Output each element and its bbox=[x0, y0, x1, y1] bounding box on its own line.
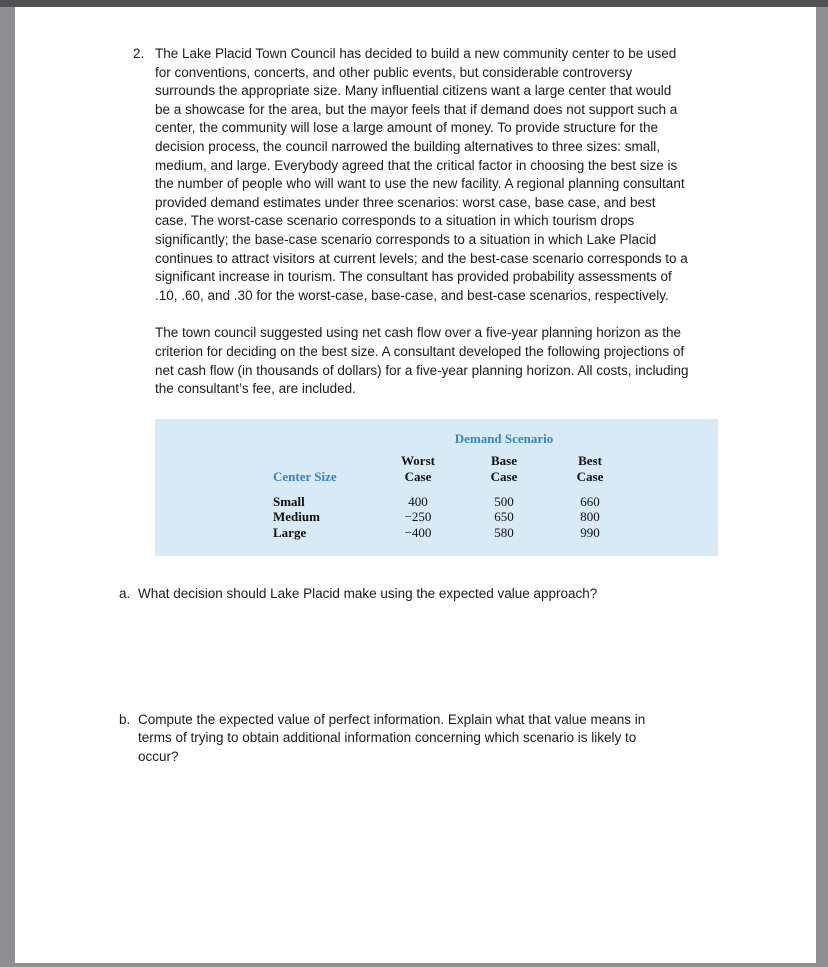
problem-body bbox=[155, 45, 690, 556]
question-a-text: What decision should Lake Placid make using the expected value approach? bbox=[138, 586, 598, 602]
page-content bbox=[15, 7, 816, 767]
col-header-base: Base bbox=[491, 452, 517, 468]
col-header-best: Best bbox=[578, 452, 602, 468]
question-a-label: a. bbox=[119, 586, 131, 602]
payoff-table bbox=[273, 431, 633, 541]
table-row-medium bbox=[273, 509, 633, 525]
problem-paragraph-1: The Lake Placid Town Council has decided to build a new community center to be used for conventions, concerts, and other public events, but considerable controversy surrounds the appropriate size. Many influential citizens want a large center that would be a showcase for the area, but the mayor feels that if demand does not support such a center, the community will lose a large amount of money. To provide structure for the decision process, the council narrowed the building alternatives to three sizes: small, medium, and large. Everybody agreed that the critical factor in choosing the best size is the number of people who will want to use the new facility. A regional planning consultant provided demand estimates under three scenarios: worst case, base case, and best case. The worst-case scenario corresponds to a situation in which tourism drops significantly; the base-case scenario corresponds to a situation in which Lake Placid continues to attract visitors at current levels; and the best-case scenario corresponds to a significant increase in tourism. The consultant has provided probability assessments of .10, .60, and .30 for the worst-case, base-case, and best-case scenarios, respectively. bbox=[155, 46, 688, 303]
row-header-center-size: Center Size bbox=[273, 468, 337, 484]
problem-number: 2. bbox=[133, 46, 145, 61]
problem-paragraph-2: The town council suggested using net cash flow over a five-year planning horizon as the criterion for deciding on the best size. A consultant developed the following projections of net cash flow (in thousands of dollars) for a five-year planning horizon. All costs, including the consultant’s fee, are included. bbox=[155, 325, 689, 397]
col-header-best-case: Case bbox=[576, 468, 604, 484]
table-row-large bbox=[273, 525, 633, 541]
table-colhead-row-2 bbox=[273, 469, 633, 485]
viewer-top-edge bbox=[0, 0, 828, 7]
col-header-worst-case: Case bbox=[404, 468, 432, 484]
cell-value: 990 bbox=[580, 524, 600, 540]
row-label: Medium bbox=[273, 509, 320, 525]
cell-value: 800 bbox=[580, 509, 600, 525]
table-row-small bbox=[273, 485, 633, 510]
cell-value: 500 bbox=[494, 493, 514, 509]
cell-value: −250 bbox=[404, 509, 432, 525]
col-header-base-case: Case bbox=[490, 468, 518, 484]
cell-value: 400 bbox=[408, 493, 428, 509]
table-group-header-row bbox=[273, 431, 633, 453]
row-label: Small bbox=[273, 493, 305, 509]
row-label: Large bbox=[273, 524, 307, 540]
cell-value: −400 bbox=[404, 524, 432, 540]
cell-value: 650 bbox=[494, 509, 514, 525]
table-spacer-cell bbox=[273, 453, 375, 469]
payoff-table-panel bbox=[155, 419, 718, 557]
col-header-worst: Worst bbox=[401, 452, 435, 468]
cell-value: 580 bbox=[494, 524, 514, 540]
question-b-text: Compute the expected value of perfect information. Explain what that value means in terms of trying to obtain additional information concerning which scenario is likely to occur? bbox=[138, 711, 646, 764]
question-a bbox=[119, 585, 816, 604]
question-b bbox=[119, 711, 816, 767]
document-page bbox=[15, 7, 816, 963]
table-colhead-row-1 bbox=[273, 453, 633, 469]
question-b-label: b. bbox=[119, 711, 131, 727]
table-spacer-cell bbox=[273, 431, 375, 453]
table-group-header: Demand Scenario bbox=[454, 430, 554, 446]
problem-2 bbox=[133, 45, 816, 556]
cell-value: 660 bbox=[580, 493, 600, 509]
